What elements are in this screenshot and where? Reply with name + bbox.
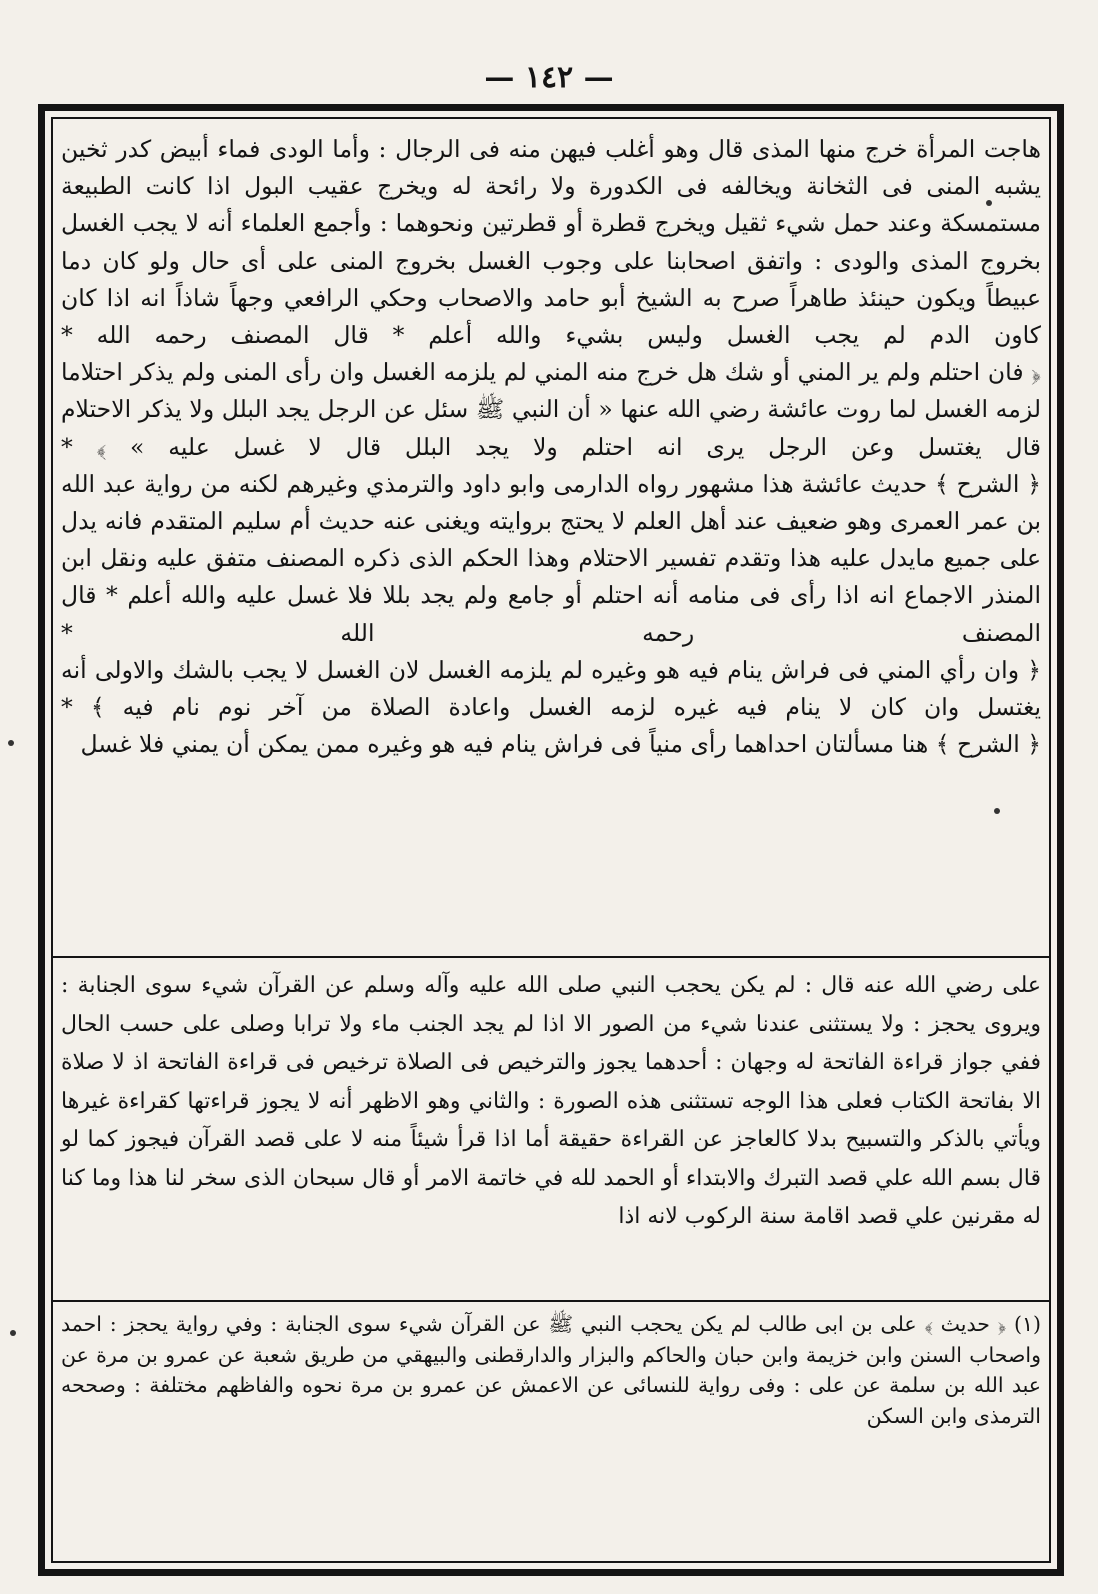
page-frame — [38, 104, 1064, 1576]
footnote-paragraph: (١) ﴿ حديث ﴾ على بن ابى طالب لم يكن يحجب النبي ﷺ عن القرآن شيء سوى الجنابة : وفي رواية يحجز : احمد واصحاب السنن وابن خزيمة وابن حبان والحاكم والبزار والدارقطنى والبيهقي من طريق شعبة عن عمرو بن مرة عن عبد الله بن سلمة عن على : وفى رواية للنسائى عن الاعمش عن عمرو بن مرة نحوه والفاظهم مختلفة : وصححه الترمذى وابن السكن — [61, 1312, 1041, 1428]
footnote-text — [61, 1309, 1041, 1549]
main-paragraph: ﴿ الشرح ﴾ هنا مسألتان احداهما رأى منياً فى فراش ينام فيه هو وغيره ممن يمكن أن يمني فلا غسل — [80, 730, 1041, 759]
margin-speck — [986, 200, 992, 206]
main-paragraph: ﴿ الشرح ﴾ حديث عائشة هذا مشهور رواه الدارمى وابو داود والترمذي وغيرهم لكنه من رواية عبد الله بن عمر العمرى وهو ضعيف عند أهل العلم لا يحتج بروايته ويغنى عنه حديث أم سليم المتقدم فانه يدل على جميع مايدل عليه هذا وتقدم تفسير الاحتلام وهذا الحكم الذى ذكره المصنف متفق عليه ونقل ابن المنذر الاجماع انه اذا رأى فى منامه أنه احتلم أو جامع ولم يجد بللا فلا غسل عليه والله أعلم * قال المصنف رحمه الله * — [61, 469, 1041, 647]
commentary-paragraph: على رضي الله عنه قال : لم يكن يحجب النبي صلى الله عليه وآله وسلم عن القرآن شيء سوى الجنابة : ويروى يحجز : ولا يستثنى عندنا شيء من الصور الا اذا لم يجد الجنب ماء ولا ترابا وصلى على حسب الحال ففي جواز قراءة الفاتحة له وجهان : أحدهما يجوز والترخيص فى الصلاة ترخيص فى قراءة الفاتحة اذ لا صلاة الا بفاتحة الكتاب فعلى هذا الوجه تستثنى هذه الصورة : والثاني وهو الاظهر أنه لا يجوز قراءتها كقراءة غيرها ويأتي بالذكر والتسبيح بدلا كالعاجز عن القراءة حقيقة أما اذا قرأ شيئاً منه لا على قصد القرآن فيجوز كما لو قال بسم الله علي قصد التبرك والابتداء أو الحمد لله في خاتمة الامر أو قال سبحان الذى سخر لنا هذا وما كنا له مقرنين علي قصد اقامة سنة الركوب لانه اذا — [61, 973, 1042, 1229]
main-paragraph: ﴿ وان رأي المني فى فراش ينام فيه هو وغيره لم يلزمه الغسل لان الغسل لا يجب بالشك والاولى أنه يغتسل وان كان لا ينام فيه غيره لزمه الغسل واعادة الصلاة من آخر نوم نام فيه ﴾ * — [61, 655, 1041, 722]
margin-speck — [10, 1330, 16, 1336]
main-paragraph: هاجت المرأة خرج منها المذى قال وهو أغلب فيهن منه فى الرجال : وأما الودى فماء أبيض كدر ثخين يشبه المنى فى الثخانة ويخالفه فى الكدورة ولا رائحة له ويخرج عقيب البول اذا كانت الطبيعة مستمسكة وعند حمل شيء ثقيل ويخرج قطرة أو قطرتين ونحوهما : وأجمع العلماء أنه لا يجب الغسل بخروج المذى والودى : واتفق اصحابنا على وجوب الغسل بخروج المنى على أى حال ولو كان دما عبيطاً ويكون حينئذ طاهراً صرح به الشيخ أبو حامد والاصحاب وحكي الرافعي وجهاً شاذاً انه اذا كان كاون الدم لم يجب الغسل وليس بشيء والله أعلم * قال المصنف رحمه الله * — [61, 135, 1041, 350]
footnote-divider — [53, 1300, 1049, 1302]
page-number: — ١٤٢ — — [484, 60, 614, 95]
margin-speck — [994, 808, 1000, 814]
commentary-text — [61, 967, 1041, 1297]
main-text — [61, 131, 1041, 951]
section-divider — [53, 956, 1049, 958]
margin-speck — [8, 740, 14, 746]
main-paragraph: ﴿ فان احتلم ولم ير المني أو شك هل خرج منه المني لم يلزمه الغسل وان رأى المنى ولم يذكر احتلاما لزمه الغسل لما روت عائشة رضي الله عنها « أن النبي ﷺ سئل عن الرجل يجد البلل ولا يذكر الاحتلام قال يغتسل وعن الرجل يرى انه احتلم ولا يجد البلل قال لا غسل عليه » ﴾ * — [61, 358, 1041, 461]
